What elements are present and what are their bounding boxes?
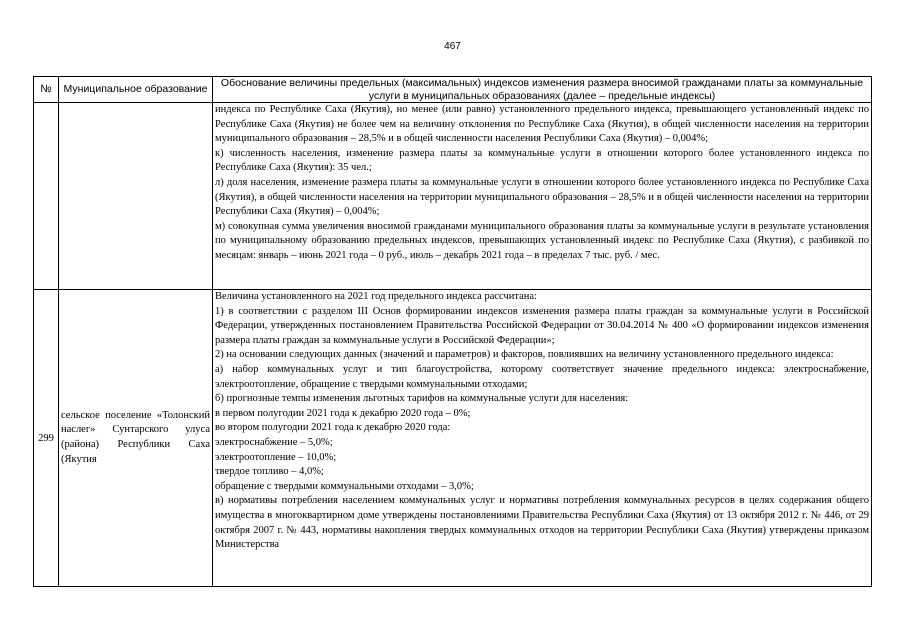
row-number (34, 103, 59, 290)
paragraph: б) прогнозные темпы изменения льготных тарифов на коммунальные услуги для населения: (215, 393, 629, 405)
page-number: 467 (444, 41, 461, 52)
indices-table (33, 76, 872, 587)
header-num: № (34, 77, 59, 103)
municipality-cell (59, 103, 213, 290)
paragraph: электроснабжение – 5,0%; (215, 436, 333, 448)
paragraph: 1) в соответствии с разделом III Основ формировании индексов изменения размера платы граждан за коммунальные услуги в Российской Федерации, утвержденных постановлением Правительства Российской Федерации от 30.04.2014 № 400 «О формировании индексов изменения размера платы граждан за коммунальные услуги в Российской Федерации»; (215, 305, 869, 346)
paragraph: электроотопление – 10,0%; (215, 451, 337, 463)
table-header-row (34, 77, 872, 103)
paragraph: обращение с твердыми коммунальными отходами – 3,0%; (215, 480, 474, 492)
paragraph: индекса по Республике Саха (Якутия), но менее (или равно) установленного предельного индекса, превышающего установленный индекс по Республике Саха (Якутия) не более чем на величину отклонения по Республике Саха (Якутия), в общей численности населения на территории муниципального образования – 28,5% и в общей численности населения Республики Саха (Якутия) – 0,004%; (215, 104, 869, 145)
paragraph: л) доля населения, изменение размера платы за коммунальные услуги в отношении которого более установленного индекса по Республике Саха (Якутия), в общей численности населения на территории муниципального образования – 28,5% и в общей численности населения на территории Республики Саха (Якутия) – 0,004%; (215, 176, 869, 218)
paragraph: Величина установленного на 2021 год предельного индекса рассчитана: (215, 291, 537, 302)
table-row (34, 103, 872, 290)
table-row (34, 290, 872, 587)
header-justification: Обоснование величины предельных (максимальных) индексов изменения размера вносимой гражданами платы за коммунальные услуги в муниципальных образованиях (далее – предельные индексы) (213, 77, 872, 103)
paragraph: во втором полугодии 2021 года к декабрю 2020 года: (215, 422, 451, 434)
paragraph: в) нормативы потребления населением коммунальных услуг и нормативы потребления коммунальных ресурсов в целях содержания общего имущества в многоквартирном доме утверждены постановлениями Правительства Республики Саха (Якутия) от 13 октября 2012 г. № 446, от 29 октября 2007 г. № 443, нормативы накопления твердых коммунальных отходов на территории Республики Саха (Якутия) утверждены приказом Министерства (215, 495, 869, 551)
paragraph: в первом полугодии 2021 года к декабрю 2020 года – 0%; (215, 407, 471, 419)
paragraph: 2) на основании следующих данных (значений и параметров) и факторов, повлиявших на величину установленного предельного индекса: (215, 349, 834, 361)
justification-cell (213, 103, 872, 290)
paragraph: к) численность населения, изменение размера платы за коммунальные услуги в отношении которого более установленного индекса по Республике Саха (Якутия): 35 чел.; (215, 147, 869, 174)
justification-cell (213, 290, 872, 587)
header-municipality: Муниципальное образование (59, 77, 213, 103)
municipality-cell: сельское поселение «Толонский наслег» Сунтарского улуса (района) Республики Саха (Якутия (59, 290, 213, 587)
paragraph: м) совокупная сумма увеличения вносимой гражданами муниципального образования платы за коммунальные услуги в результате установления по муниципальному образованию предельных индексов, превышающих установленный индекс по Республике Саха (Якутия), с разбивкой по месяцам: январь – июнь 2021 года – 0 руб., июль – декабрь 2021 года – в пределах 7 тыс. руб. / мес. (215, 220, 869, 261)
paragraph: а) набор коммунальных услуг и тип благоустройства, которому соответствует значение предельного индекса: электроснабжение, электроотопление, обращение с твердыми коммунальными отходами; (215, 363, 869, 390)
row-number: 299 (34, 290, 59, 587)
paragraph: твердое топливо – 4,0%; (215, 466, 324, 478)
